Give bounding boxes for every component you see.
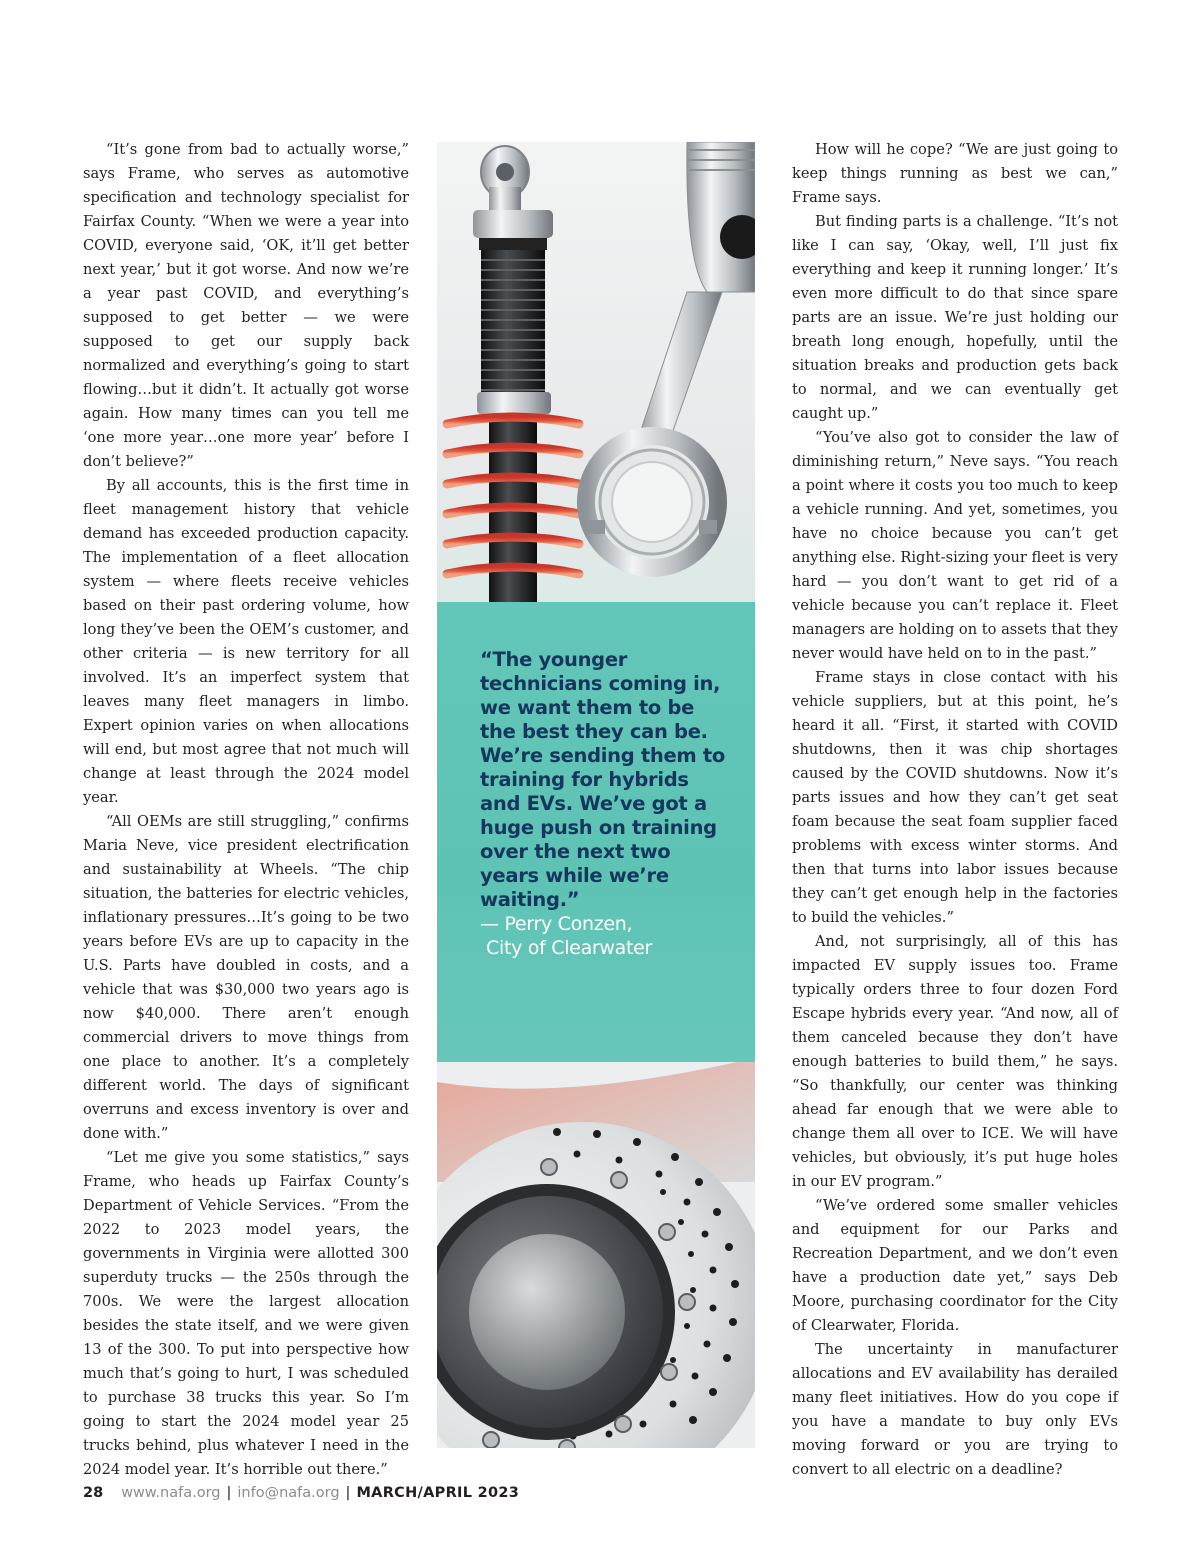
- paragraph: Frame stays in close contact with his vehicle suppliers, but at this point, he’s heard it all. “First, it started with COVID shutdowns, then it was chip shortages caused by the COVID shutdowns. Now it’s parts issues and how they can’t get seat foam because the seat foam supplier faced problems with excess winter storms. And then that turns into labor issues because they can’t get enough help in the factories to build the vehicles.”: [792, 669, 1118, 926]
- pull-quote-attribution-org: City of Clearwater: [486, 937, 653, 959]
- brake-rotor-image: [437, 1062, 755, 1448]
- paragraph: “It’s gone from bad to actually worse,” says Frame, who serves as automotive specification and technology specialist for Fairfax County. “When we were a year into COVID, everyone said, ‘OK, it’ll get better next year,’ but it got worse. And now we’re a year past COVID, and everything’s supposed to get better — we were supposed to get our supply back normalized and everything’s going to start flowing…but it didn’t. It actually got worse again. How many times can you tell me ‘one more year…one more year’ before I don’t believe?”: [83, 141, 409, 470]
- paragraph: How will he cope? “We are just going to keep things running as best we can,” Frame says.: [792, 141, 1118, 206]
- page-number: 28: [83, 1485, 104, 1501]
- article-column-right: [792, 138, 1118, 1482]
- paragraph: The uncertainty in manufacturer allocations and EV availability has derailed many fleet initiatives. How do you cope if you have a mandate to buy only EVs moving forward or you are trying to convert to all electric on a deadline?: [792, 1341, 1118, 1478]
- footer-divider: |: [345, 1485, 351, 1501]
- email-link[interactable]: info@nafa.org: [237, 1485, 340, 1501]
- paragraph: By all accounts, this is the first time in fleet management history that vehicle demand has exceeded production capacity. The implementation of a fleet allocation system — where fleets receive vehicles based on their past ordering volume, how long they’ve been the OEM’s customer, and other criteria — is new territory for all involved. It’s an imperfect system that leaves many fleet managers in limbo. Expert opinion varies on when allocations will end, but most agree that not much will change at least through the 2024 model year.: [83, 477, 409, 806]
- issue-date: MARCH/APRIL 2023: [356, 1485, 520, 1501]
- page-footer: [83, 1485, 519, 1501]
- paragraph: And, not surprisingly, all of this has impacted EV supply issues too. Frame typically orders three to four dozen Ford Escape hybrids every year. “And now, all of them canceled because they don’t have enough batteries to build them,” he says. “So thankfully, our center was thinking ahead far enough that we were able to change them all over to ICE. We will have vehicles, but obviously, it’s put huge holes in our EV program.”: [792, 933, 1118, 1190]
- paragraph: “You’ve also got to consider the law of diminishing return,” Neve says. “You reach a point where it costs you too much to keep a vehicle running. And yet, sometimes, you have no choice because you can’t get anything else. Right-sizing your fleet is very hard — you don’t want to get rid of a vehicle because you can’t replace it. Fleet managers are holding on to assets that they never would have held on to in the past.”: [792, 429, 1118, 662]
- website-link[interactable]: www.nafa.org: [121, 1485, 221, 1501]
- paragraph: “Let me give you some statistics,” says Frame, who heads up Fairfax County’s Department of Vehicle Services. “From the 2022 to 2023 model years, the governments in Virginia were allotted 300 superduty trucks — the 250s through the 700s. We were the largest allocation besides the state itself, and we were given 13 of the 300. To put into perspective how much that’s going to hurt, I was scheduled to purchase 38 trucks this year. So I’m going to start the 2024 model year 25 trucks behind, plus whatever I need in the 2024 model year. It’s horrible out there.”: [83, 1149, 409, 1478]
- footer-divider: |: [226, 1485, 232, 1501]
- shock-absorber-and-piston-image: [437, 142, 755, 602]
- pull-quote-attribution-name: — Perry Conzen,: [480, 913, 633, 935]
- paragraph: But finding parts is a challenge. “It’s not like I can say, ‘Okay, well, I’ll just fix everything and keep it running longer.’ It’s even more difficult to do that since spare parts are an issue. We’re just holding our breath long enough, hopefully, until the situation breaks and production gets back to normal, and we can eventually get caught up.”: [792, 213, 1118, 422]
- article-column-left: [83, 138, 409, 1482]
- paragraph: “We’ve ordered some smaller vehicles and equipment for our Parks and Recreation Department, and we don’t even have a production date yet,” says Deb Moore, purchasing coordinator for the City of Clearwater, Florida.: [792, 1197, 1118, 1334]
- paragraph: “All OEMs are still struggling,” confirms Maria Neve, vice president electrification and sustainability at Wheels. “The chip situation, the batteries for electric vehicles, inflationary pressures…It’s going to be two years before EVs are up to capacity in the U.S. Parts have doubled in costs, and a vehicle that was $30,000 two years ago is now $40,000. There aren’t enough commercial drivers to move things from one place to another. It’s a completely different world. The days of significant overruns and excess inventory is over and done with.”: [83, 813, 409, 1142]
- pull-quote: [480, 648, 730, 961]
- pull-quote-text: “The younger technicians coming in, we want them to be the best they can be. We’re sending them to training for hybrids and EVs. We’ve got a huge push on training over the next two years while we’re waiting.”: [480, 648, 726, 911]
